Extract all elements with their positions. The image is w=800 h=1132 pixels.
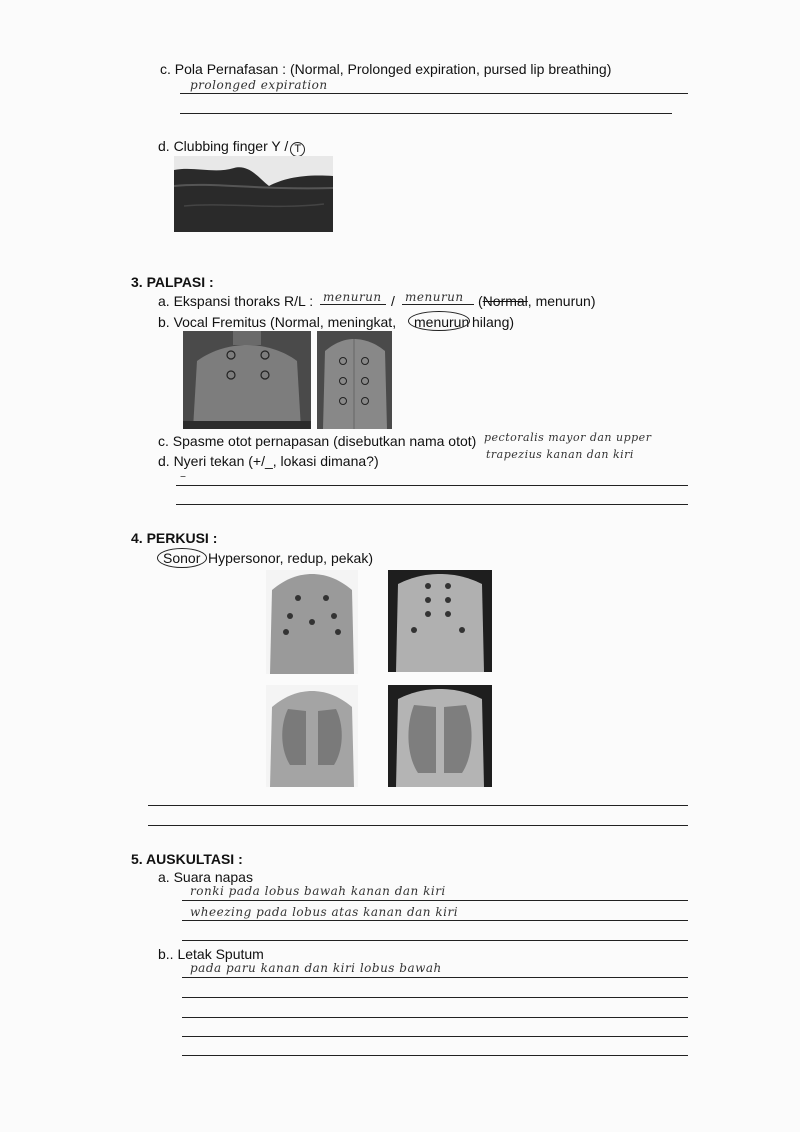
breath-sounds-answer-line-2: wheezing pada lobus atas kanan dan kiri (190, 905, 459, 919)
answer-line (148, 825, 688, 826)
vocal-fremitus-label: b. Vocal Fremitus (Normal, meningkat, (158, 314, 397, 330)
percussion-front-lungs-photo (266, 685, 358, 787)
selection-circle (157, 548, 207, 568)
percussion-selected: Sonor (163, 550, 201, 566)
thorax-expansion-left: menurun (405, 290, 464, 304)
breath-sounds-label: a. Suara napas (158, 869, 253, 885)
thorax-expansion-label: a. Ekspansi thoraks R/L : (158, 293, 314, 309)
chest-back-photo (317, 331, 392, 429)
answer-line (182, 940, 688, 941)
answer-line (182, 900, 688, 901)
answer-line (182, 1036, 688, 1037)
answer-line (320, 304, 386, 305)
clubbing-finger-question (158, 139, 305, 157)
answer-line (182, 1017, 688, 1018)
sputum-location-answer-line-1: pada paru kanan dan kiri lobus bawah (190, 961, 442, 975)
percussion-front-points-photo (266, 570, 358, 674)
auscultation-heading: 5. AUSKULTASI : (131, 851, 243, 867)
muscle-spasm-label: c. Spasme otot pernapasan (disebutkan nama otot) (158, 433, 477, 449)
thorax-expansion-normal-struck: Normal (482, 293, 528, 309)
vocal-fremitus-rest: hilang) (472, 314, 515, 330)
muscle-spasm-answer-line-2: trapezius kanan dan kiri (486, 448, 634, 461)
muscle-spasm-answer-line-1: pectoralis mayor dan upper (484, 431, 652, 444)
answer-line (176, 485, 688, 486)
sputum-location-label: b.. Letak Sputum (158, 946, 264, 962)
thorax-expansion-right: menurun (323, 290, 382, 304)
thorax-expansion-rest: , menurun) (527, 293, 596, 309)
answer-line (176, 504, 688, 505)
answer-line (402, 304, 474, 305)
vocal-fremitus-selected: menurun (414, 314, 470, 330)
clubbing-finger-selected: T (290, 142, 305, 157)
thorax-expansion-open: ( (478, 293, 483, 309)
breath-sounds-answer-line-1: ronki pada lobus bawah kanan dan kiri (190, 884, 446, 898)
percussion-heading: 4. PERKUSI : (131, 530, 218, 546)
selection-circle (408, 311, 470, 331)
clubbing-finger-photo (174, 156, 333, 232)
percussion-back-points-photo (388, 570, 492, 672)
thorax-expansion-options (478, 294, 596, 308)
respiration-pattern-answer: prolonged expiration (190, 78, 328, 92)
percussion-back-lungs-photo (388, 685, 492, 787)
chest-front-photo (183, 331, 311, 429)
tenderness-label: d. Nyeri tekan (+/_, lokasi dimana?) (158, 453, 379, 469)
answer-line (182, 977, 688, 978)
thorax-expansion-separator: / (391, 293, 395, 309)
answer-line (180, 93, 688, 94)
clubbing-finger-label: d. Clubbing finger Y / (158, 138, 289, 154)
answer-line (148, 805, 688, 806)
answer-line (180, 113, 672, 114)
respiration-pattern-label: c. Pola Pernafasan : (Normal, Prolonged expiration, pursed lip breathing) (160, 61, 612, 77)
palpation-heading: 3. PALPASI : (131, 274, 214, 290)
answer-line (182, 920, 688, 921)
tenderness-answer: – (180, 469, 187, 483)
percussion-options: Hypersonor, redup, pekak) (208, 550, 373, 566)
answer-line (182, 997, 688, 998)
answer-line (182, 1055, 688, 1056)
